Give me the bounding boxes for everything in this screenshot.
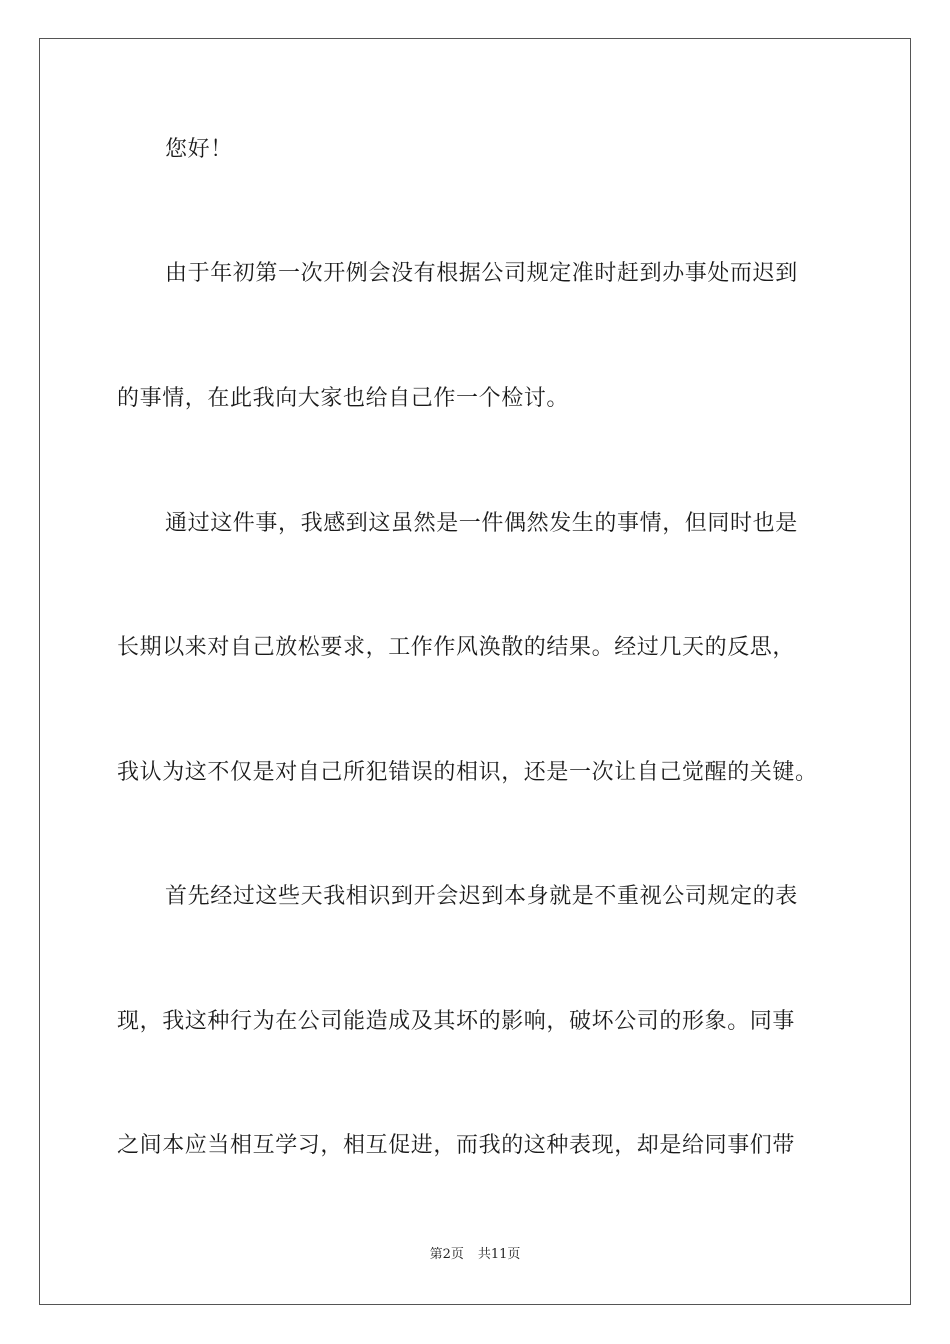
page-total: 共11页 <box>477 1247 521 1262</box>
greeting-line: 您好！ <box>165 137 233 162</box>
body-line-7: 现，我这种行为在公司能造成及其坏的影响，破坏公司的形象。同事 <box>117 1009 796 1034</box>
page-border <box>39 38 911 1305</box>
page-footer <box>0 1246 950 1264</box>
body-line-6: 首先经过这些天我相识到开会迟到本身就是不重视公司规定的表 <box>165 884 798 909</box>
body-line-3: 通过这件事，我感到这虽然是一件偶然发生的事情，但同时也是 <box>165 511 798 536</box>
body-line-4: 长期以来对自己放松要求，工作作风涣散的结果。经过几天的反思， <box>117 635 796 660</box>
body-line-2: 的事情，在此我向大家也给自己作一个检讨。 <box>117 386 570 411</box>
body-line-8: 之间本应当相互学习，相互促进，而我的这种表现，却是给同事们带 <box>117 1133 796 1158</box>
body-line-5: 我认为这不仅是对自己所犯错误的相识，还是一次让自己觉醒的关键。 <box>117 760 818 785</box>
body-line-1: 由于年初第一次开例会没有根据公司规定准时赶到办事处而迟到 <box>165 261 798 286</box>
page-number: 第2页 <box>429 1247 464 1262</box>
